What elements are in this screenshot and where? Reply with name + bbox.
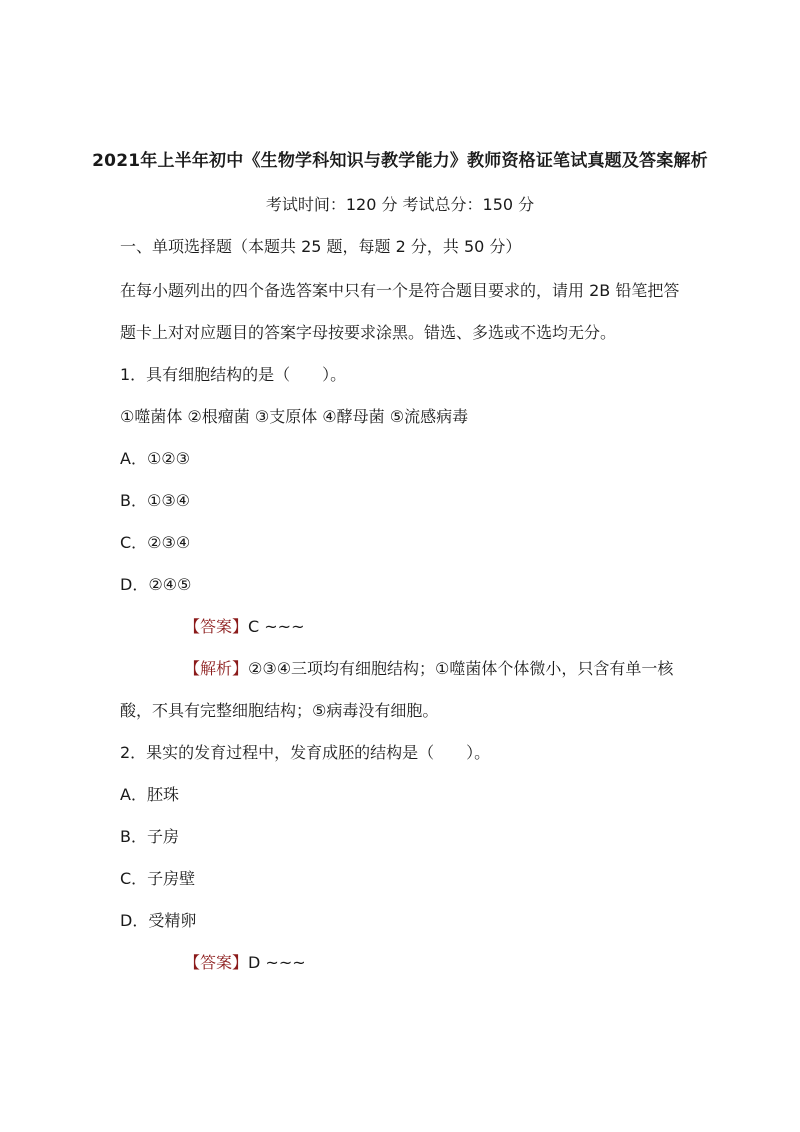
answer-tag: 【答案】	[184, 617, 249, 636]
question-1-answer	[184, 614, 305, 637]
question-1-option-a: A．①②③	[120, 449, 190, 468]
question-1-stem: 1．具有细胞结构的是（ ）。	[120, 365, 347, 384]
question-1-option-d: D．②④⑤	[120, 575, 192, 594]
document-title: 2021年上半年初中《生物学科知识与教学能力》教师资格证笔试真题及答案解析	[92, 151, 708, 171]
question-2-option-b: B．子房	[120, 827, 179, 846]
question-2-option-a: A．胚珠	[120, 785, 179, 804]
analysis-tag: 【解析】	[184, 659, 249, 678]
question-1-analysis-line-1	[184, 656, 673, 679]
question-2-option-d: D．受精卵	[120, 911, 197, 930]
section-heading: 一、单项选择题（本题共 25 题，每题 2 分，共 50 分）	[120, 237, 522, 256]
question-1-option-b: B．①③④	[120, 491, 191, 510]
question-2-answer	[184, 950, 306, 973]
question-1-items: ①噬菌体 ②根瘤菌 ③支原体 ④酵母菌 ⑤流感病毒	[120, 407, 469, 426]
question-1-option-c: C．②③④	[120, 533, 191, 552]
answer-text: D ~~~	[248, 953, 306, 972]
instruction-line-2: 题卡上对对应题目的答案字母按要求涂黑。错选、多选或不选均无分。	[120, 323, 617, 342]
question-2-option-c: C．子房壁	[120, 869, 196, 888]
question-2-stem: 2．果实的发育过程中，发育成胚的结构是（ ）。	[120, 743, 491, 762]
question-1-analysis-line-2: 酸，不具有完整细胞结构；⑤病毒没有细胞。	[120, 701, 439, 720]
answer-tag: 【答案】	[184, 953, 249, 972]
analysis-text-1: ②③④三项均有细胞结构；①噬菌体个体微小，只含有单一核	[248, 659, 674, 678]
exam-info: 考试时间：120 分 考试总分：150 分	[265, 195, 535, 214]
instruction-line-1: 在每小题列出的四个备选答案中只有一个是符合题目要求的，请用 2B 铅笔把答	[120, 281, 680, 300]
answer-text: C ~~~	[248, 617, 305, 636]
